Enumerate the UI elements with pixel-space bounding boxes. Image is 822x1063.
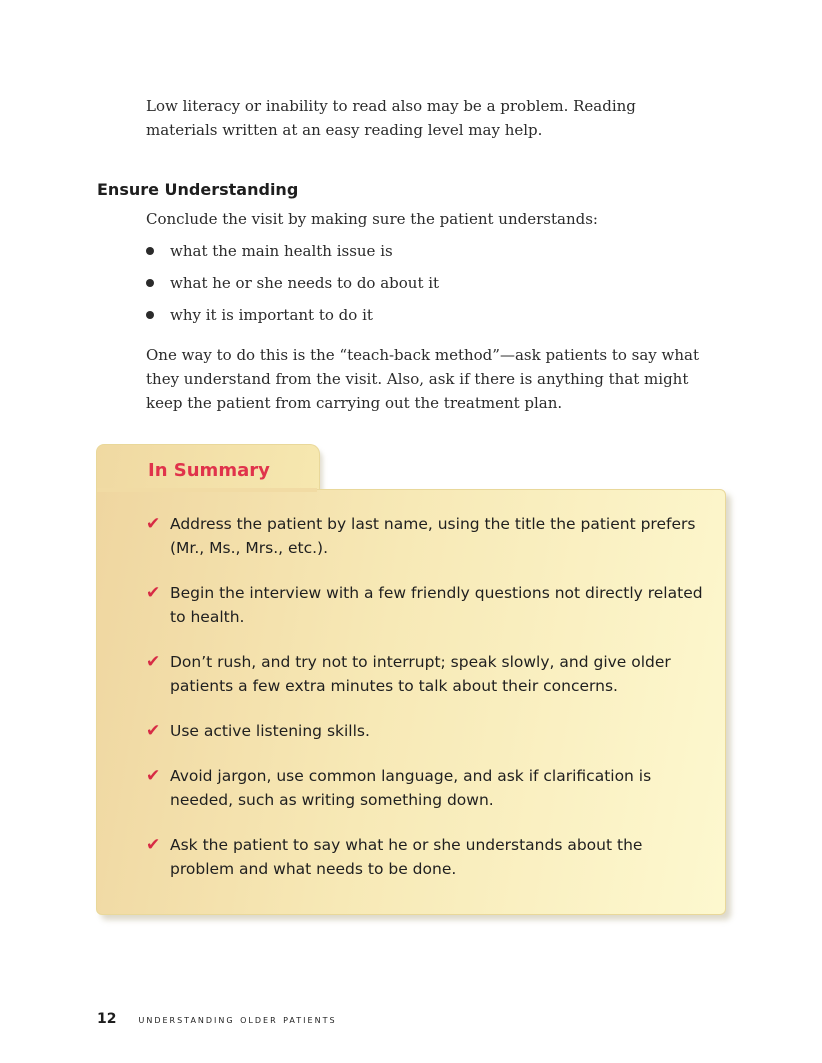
summary-list <box>146 512 706 902</box>
summary-item <box>146 719 706 743</box>
running-title: understanding older patients <box>138 1013 337 1026</box>
bullet-list <box>146 240 439 336</box>
checkmark-icon: ✔ <box>146 652 161 672</box>
list-item <box>146 240 439 272</box>
summary-tab-join <box>97 488 317 492</box>
summary-item-text: Begin the interview with a few friendly questions not directly related to health. <box>170 584 703 626</box>
summary-title: In Summary <box>148 460 270 481</box>
summary-item <box>146 833 706 881</box>
page-footer <box>97 1011 337 1027</box>
bullet-icon <box>146 247 154 255</box>
summary-item <box>146 512 706 560</box>
bullet-icon <box>146 311 154 319</box>
list-item <box>146 304 439 336</box>
intro-paragraph: Low literacy or inability to read also may be a problem. Reading materials written at an easy reading level may help. <box>146 97 636 139</box>
list-item <box>146 272 439 304</box>
checkmark-icon: ✔ <box>146 583 161 603</box>
checkmark-icon: ✔ <box>146 721 161 741</box>
section-lead: Conclude the visit by making sure the patient understands: <box>146 210 598 228</box>
summary-item <box>146 581 706 629</box>
summary-item-text: Avoid jargon, use common language, and ask if clarification is needed, such as writing something down. <box>170 767 652 809</box>
summary-item <box>146 650 706 698</box>
bullet-text: what he or she needs to do about it <box>170 274 440 292</box>
checkmark-icon: ✔ <box>146 514 161 534</box>
checkmark-icon: ✔ <box>146 766 161 786</box>
summary-item-text: Address the patient by last name, using the title the patient prefers (Mr., Ms., Mrs., etc.). <box>170 515 696 557</box>
page-number: 12 <box>97 1011 117 1027</box>
summary-item-text: Don’t rush, and try not to interrupt; speak slowly, and give older patients a few extra minutes to talk about their concerns. <box>170 653 671 695</box>
section-heading: Ensure Understanding <box>97 180 299 199</box>
teach-back-paragraph: One way to do this is the “teach-back method”—ask patients to say what they understand from the visit. Also, ask if there is anything that might keep the patient from carrying out the treatment plan. <box>146 346 700 412</box>
bullet-text: why it is important to do it <box>170 306 373 324</box>
bullet-icon <box>146 279 154 287</box>
summary-item-text: Use active listening skills. <box>170 722 370 740</box>
checkmark-icon: ✔ <box>146 835 161 855</box>
summary-item <box>146 764 706 812</box>
bullet-text: what the main health issue is <box>170 242 393 260</box>
summary-item-text: Ask the patient to say what he or she understands about the problem and what needs to be done. <box>170 836 643 878</box>
